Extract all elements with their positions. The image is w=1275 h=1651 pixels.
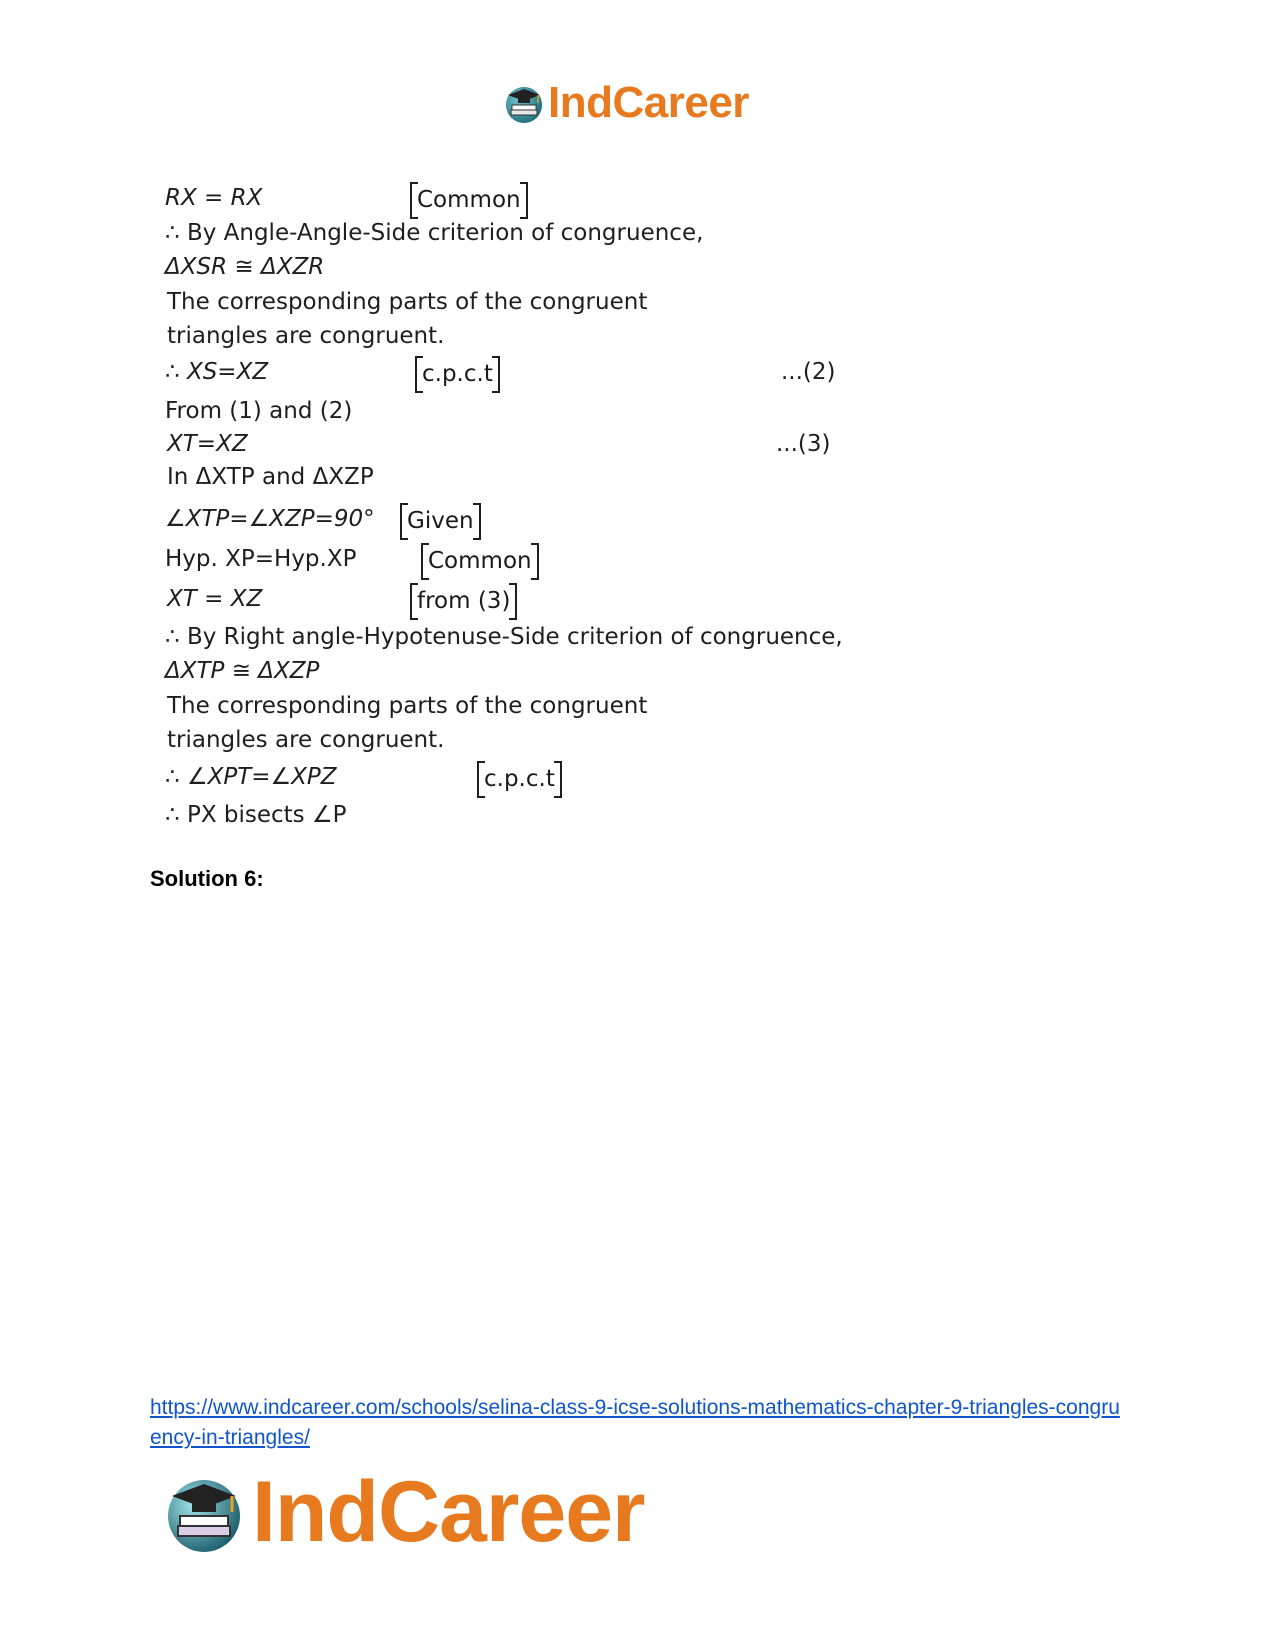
proof-line: triangles are congruent. bbox=[167, 727, 445, 753]
proof-line: XT = XZ bbox=[167, 586, 263, 612]
proof-line: In ΔXTP and ΔXZP bbox=[167, 464, 374, 490]
proof-line: The corresponding parts of the congruent bbox=[167, 693, 648, 719]
proof-line: The corresponding parts of the congruent bbox=[167, 289, 648, 315]
reason-bracket: from (3) bbox=[413, 585, 514, 617]
proof-line: ∴ PX bisects ∠P bbox=[165, 802, 347, 828]
equation-number: ...(2) bbox=[781, 359, 836, 385]
proof-line: ΔXSR ≅ ΔXZR bbox=[165, 254, 325, 280]
proof-line: ∴ By Right angle-Hypotenuse-Side criterion of congruence, bbox=[165, 624, 843, 650]
proof-line: ΔXTP ≅ ΔXZP bbox=[165, 658, 320, 684]
proof-line: XT=XZ bbox=[167, 431, 248, 457]
reason-bracket: c.p.c.t bbox=[418, 358, 497, 390]
graduation-book-icon bbox=[502, 81, 546, 125]
brand-name: IndCareer bbox=[548, 78, 749, 127]
brand-name: IndCareer bbox=[252, 1463, 645, 1560]
equation-number: ...(3) bbox=[776, 431, 831, 457]
reason-bracket: Given bbox=[403, 505, 478, 537]
proof-line: From (1) and (2) bbox=[165, 398, 353, 424]
reason-bracket: c.p.c.t bbox=[480, 763, 559, 795]
proof-line: ∴ By Angle-Angle-Side criterion of congruence, bbox=[165, 220, 704, 246]
proof-line: triangles are congruent. bbox=[167, 323, 445, 349]
indcareer-logo-bottom bbox=[160, 1463, 645, 1560]
proof-line: ∠XTP=∠XZP=90° bbox=[165, 506, 375, 532]
solution-heading: Solution 6: bbox=[150, 866, 264, 891]
indcareer-logo-top bbox=[502, 78, 749, 128]
reason-bracket: Common bbox=[413, 184, 525, 216]
reason-bracket: Common bbox=[424, 545, 536, 577]
proof-line: ∴ XS=XZ bbox=[165, 359, 269, 385]
proof-line: RX = RX bbox=[165, 185, 263, 211]
graduation-book-icon bbox=[160, 1468, 248, 1556]
proof-line: ∴ ∠XPT=∠XPZ bbox=[165, 764, 337, 790]
proof-line: Hyp. XP=Hyp.XP bbox=[165, 546, 357, 572]
source-url-link[interactable]: https://www.indcareer.com/schools/selina-class-9-icse-solutions-mathematics-chapter-9-triangles-congruency-in-triangles/ bbox=[150, 1396, 1120, 1449]
